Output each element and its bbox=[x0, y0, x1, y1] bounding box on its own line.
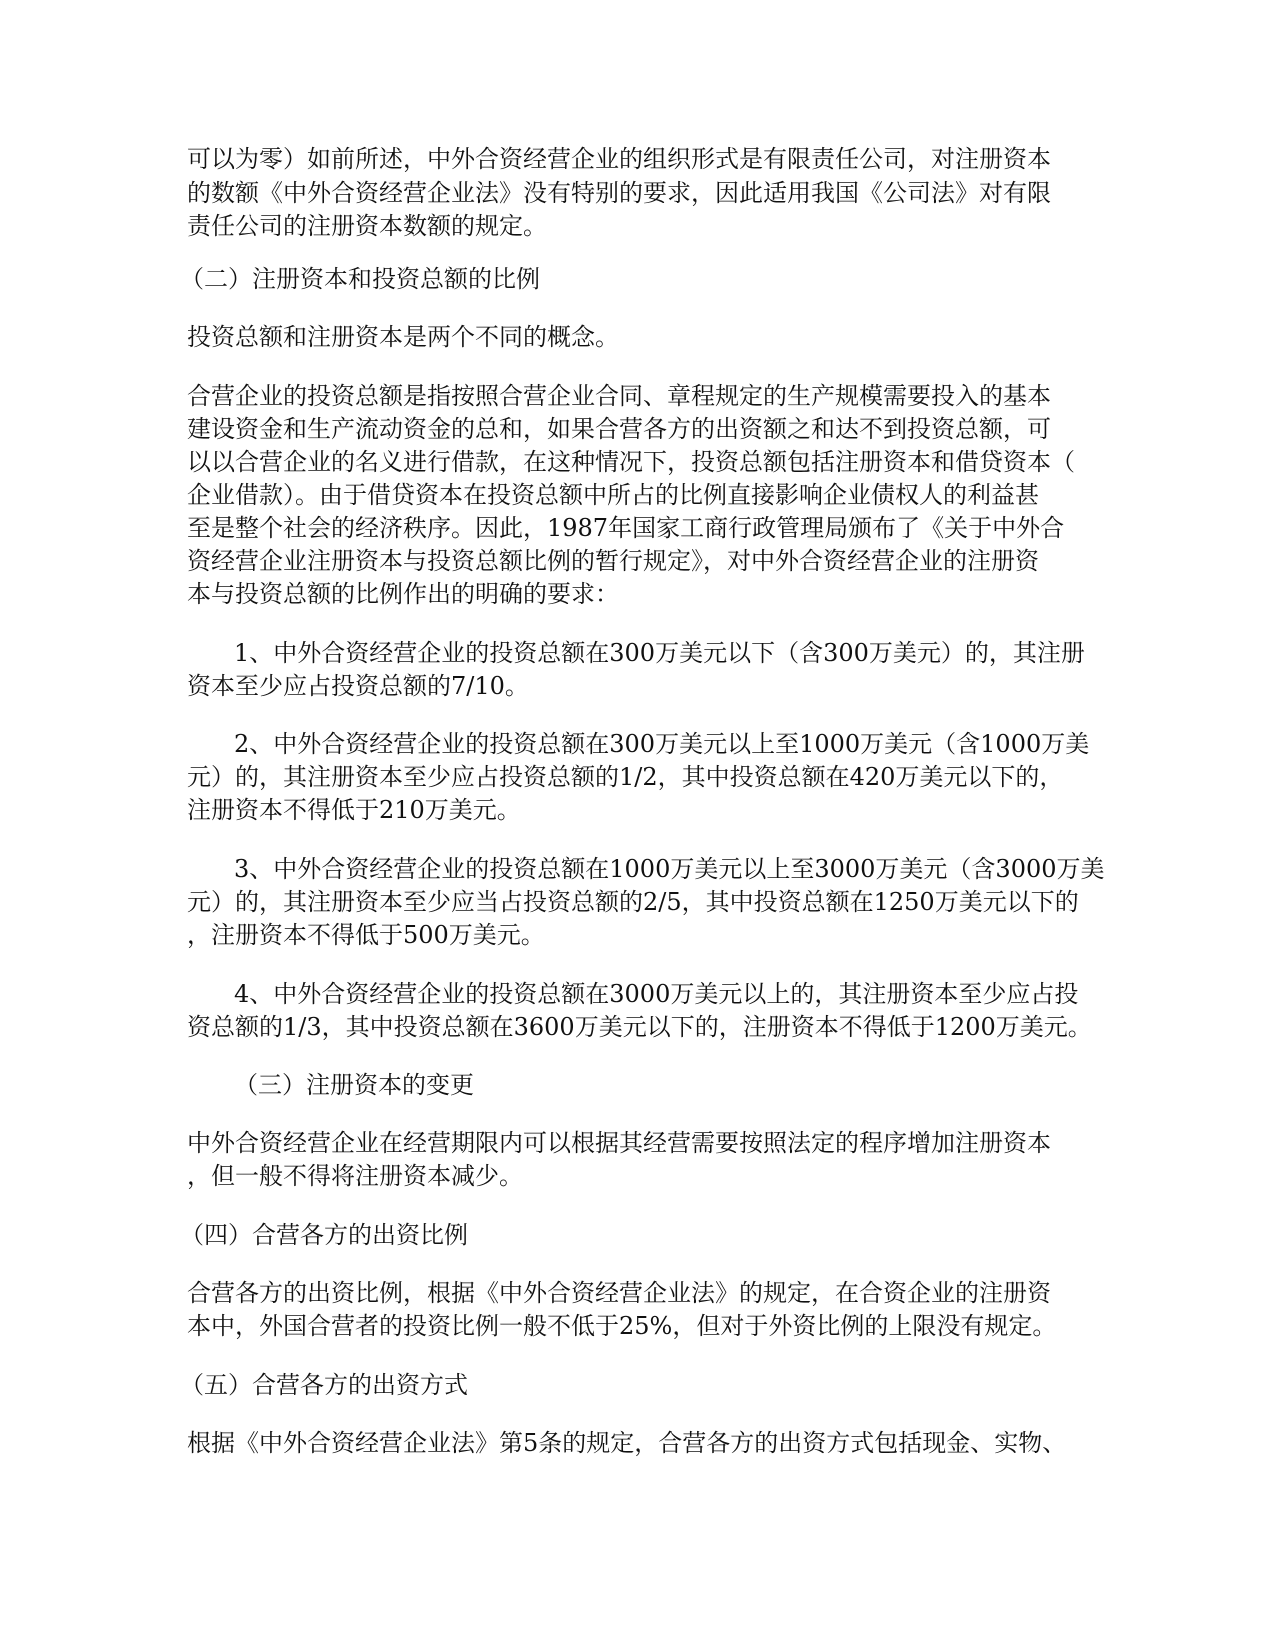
section-heading: （三）注册资本的变更 bbox=[234, 1071, 474, 1099]
section-heading: （五）合营各方的出资方式 bbox=[180, 1371, 468, 1399]
text-line: 至是整个社会的经济秩序。因此，1987年国家工商行政管理局颁布了《关于中外合 bbox=[187, 514, 1065, 542]
text-line: 本与投资总额的比例作出的明确的要求： bbox=[187, 580, 619, 608]
text-line: 建设资金和生产流动资金的总和，如果合营各方的出资额之和达不到投资总额，可 bbox=[187, 415, 1051, 443]
text-line: 资本至少应占投资总额的7/10。 bbox=[187, 672, 529, 700]
text-line: 中外合资经营企业在经营期限内可以根据其经营需要按照法定的程序增加注册资本 bbox=[187, 1129, 1051, 1157]
text-line: 根据《中外合资经营企业法》第5条的规定，合营各方的出资方式包括现金、实物、 bbox=[187, 1429, 1067, 1457]
text-line: 资经营企业注册资本与投资总额比例的暂行规定》，对中外合资经营企业的注册资 bbox=[187, 547, 1039, 575]
section-heading: （二）注册资本和投资总额的比例 bbox=[180, 265, 540, 293]
text-line: 企业借款）。由于借贷资本在投资总额中所占的比例直接影响企业债权人的利益甚 bbox=[187, 481, 1039, 509]
list-item-line: 3、中外合资经营企业的投资总额在1000万美元以上至3000万美元（含3000万美 bbox=[234, 855, 1105, 883]
text-line: 可以为零）如前所述，中外合资经营企业的组织形式是有限责任公司，对注册资本 bbox=[187, 145, 1051, 173]
text-line: 的数额《中外合资经营企业法》没有特别的要求，因此适用我国《公司法》对有限 bbox=[187, 179, 1051, 207]
text-line: 投资总额和注册资本是两个不同的概念。 bbox=[187, 323, 619, 351]
text-line: 本中，外国合营者的投资比例一般不低于25%，但对于外资比例的上限没有规定。 bbox=[187, 1312, 1057, 1340]
text-line: ，但一般不得将注册资本减少。 bbox=[187, 1162, 523, 1190]
text-line: 合营企业的投资总额是指按照合营企业合同、章程规定的生产规模需要投入的基本 bbox=[187, 382, 1051, 410]
section-heading: （四）合营各方的出资比例 bbox=[180, 1221, 468, 1249]
text-line: 责任公司的注册资本数额的规定。 bbox=[187, 212, 547, 240]
text-line: 合营各方的出资比例，根据《中外合资经营企业法》的规定，在合资企业的注册资 bbox=[187, 1279, 1051, 1307]
list-item-line: 1、中外合资经营企业的投资总额在300万美元以下（含300万美元）的，其注册 bbox=[234, 639, 1085, 667]
text-line: 以以合营企业的名义进行借款，在这种情况下，投资总额包括注册资本和借贷资本（ bbox=[187, 448, 1075, 476]
text-line: 元）的，其注册资本至少应当占投资总额的2/5，其中投资总额在1250万美元以下的 bbox=[187, 888, 1079, 916]
list-item-line: 2、中外合资经营企业的投资总额在300万美元以上至1000万美元（含1000万美 bbox=[234, 730, 1090, 758]
text-line: 资总额的1/3，其中投资总额在3600万美元以下的，注册资本不得低于1200万美元。 bbox=[187, 1013, 1092, 1041]
text-line: 注册资本不得低于210万美元。 bbox=[187, 796, 521, 824]
text-line: ，注册资本不得低于500万美元。 bbox=[187, 921, 545, 949]
list-item-line: 4、中外合资经营企业的投资总额在3000万美元以上的，其注册资本至少应占投 bbox=[234, 980, 1079, 1008]
text-line: 元）的，其注册资本至少应占投资总额的1/2，其中投资总额在420万美元以下的， bbox=[187, 763, 1064, 791]
